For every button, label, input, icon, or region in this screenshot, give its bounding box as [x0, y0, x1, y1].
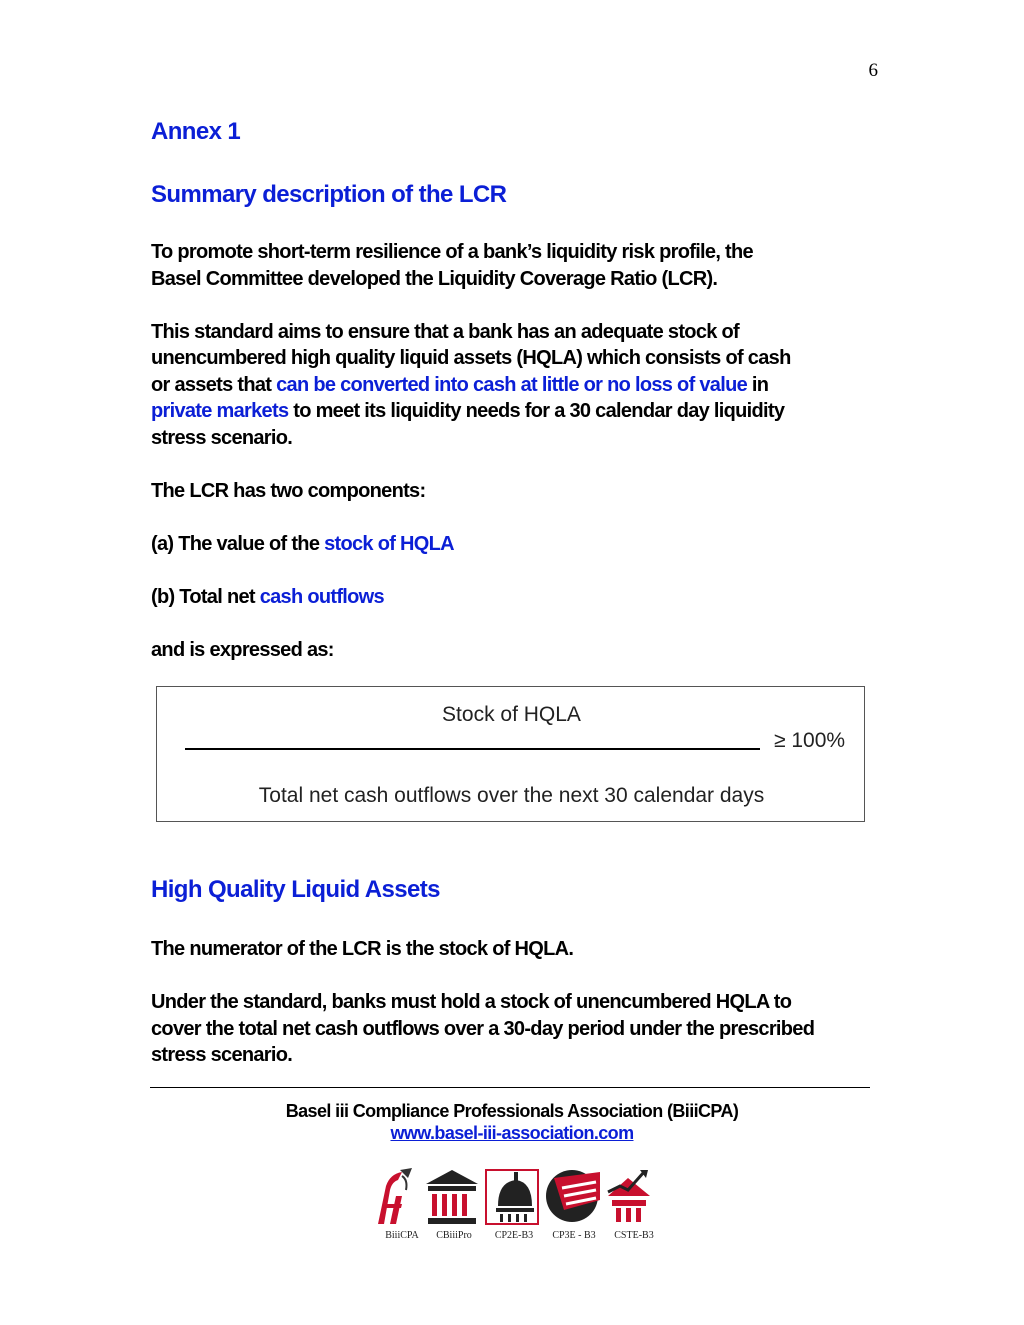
standard-line-3-post: in [747, 373, 769, 396]
logo-label-cbiiipro: CBiiiPro [436, 1230, 472, 1241]
cste-b3-logo [604, 1166, 664, 1246]
logo-label-cste-b3: CSTE-B3 [614, 1230, 654, 1241]
component-a [151, 531, 881, 558]
component-a-text: (a) The value of the [151, 532, 325, 555]
private-markets-highlight: private markets [151, 400, 289, 422]
formula-comparison: ≥ 100% [774, 729, 846, 752]
cbiiipro-logo-icon [424, 1166, 480, 1226]
stock-of-hqla-highlight: stock of HQLA [324, 532, 454, 555]
footer-url-line [0, 1123, 1024, 1144]
cste-b3-logo-icon [604, 1166, 654, 1226]
logo-label-cp3e-b3: CP3E - B3 [552, 1230, 596, 1241]
intro-line-1: To promote short-term resilience of a bank’s liquidity risk profile, the [151, 241, 753, 263]
formula-numerator: Stock of HQLA [442, 703, 581, 726]
standard-line-2: unencumbered high quality liquid assets (HQLA) which consists of cash [151, 347, 791, 369]
fraction-line [185, 748, 760, 750]
expressed-as: and is expressed as: [151, 638, 334, 661]
hqla-section [151, 876, 881, 1069]
intro-line-2: Basel Committee developed the Liquidity Coverage Ratio (LCR). [151, 267, 718, 290]
formula-denominator: Total net cash outflows over the next 30 calendar days [258, 784, 765, 807]
certification-logos [372, 1166, 662, 1246]
under-standard-line-1: Under the standard, banks must hold a stock of unencumbered HQLA to [151, 991, 792, 1013]
under-standard-paragraph [151, 989, 881, 1069]
under-standard-line-2: cover the total net cash outflows over a 30-day period under the prescribed [151, 1017, 815, 1040]
components-intro: The LCR has two components: [151, 479, 426, 502]
numerator-paragraph: The numerator of the LCR is the stock of HQLA. [151, 938, 574, 960]
lcr-formula-box [156, 686, 865, 822]
cp3e-b3-logo [544, 1166, 604, 1246]
under-standard-line-3: stress scenario. [151, 1044, 293, 1066]
standard-paragraph [151, 319, 881, 452]
logo-label-cp2e-b3: CP2E-B3 [494, 1230, 534, 1241]
annex-title: Annex 1 [151, 118, 241, 145]
cp2e-b3-logo [484, 1166, 544, 1246]
footer-organization: Basel iii Compliance Professionals Association (BiiiCPA) [285, 1101, 739, 1121]
cbiiipro-logo [424, 1166, 484, 1246]
component-b [151, 584, 881, 611]
standard-line-5: stress scenario. [151, 426, 293, 449]
conversion-highlight: can be converted into cash at little or no loss of value [276, 373, 748, 396]
logo-label-biiicpa: BiiiCPA [385, 1230, 419, 1241]
standard-line-3-pre: or assets that [151, 373, 277, 396]
association-website-link[interactable]: www.basel-iii-association.com [390, 1123, 634, 1143]
standard-line-4-post: to meet its liquidity needs for a 30 calendar day liquidity [288, 400, 785, 422]
biiicpa-logo-icon [372, 1166, 416, 1226]
cash-outflows-highlight: cash outflows [259, 585, 384, 608]
cp2e-b3-logo-icon [484, 1166, 540, 1226]
summary-title: Summary description of the LCR [151, 181, 507, 208]
main-content [151, 118, 881, 663]
intro-paragraph [151, 239, 881, 292]
cp3e-b3-logo-icon [544, 1166, 602, 1226]
page-number: 6 [868, 60, 878, 81]
component-b-text: (b) Total net [151, 585, 260, 608]
hqla-title: High Quality Liquid Assets [151, 876, 440, 903]
footer-divider [150, 1087, 870, 1088]
standard-line-1: This standard aims to ensure that a bank has an adequate stock of [151, 320, 739, 343]
